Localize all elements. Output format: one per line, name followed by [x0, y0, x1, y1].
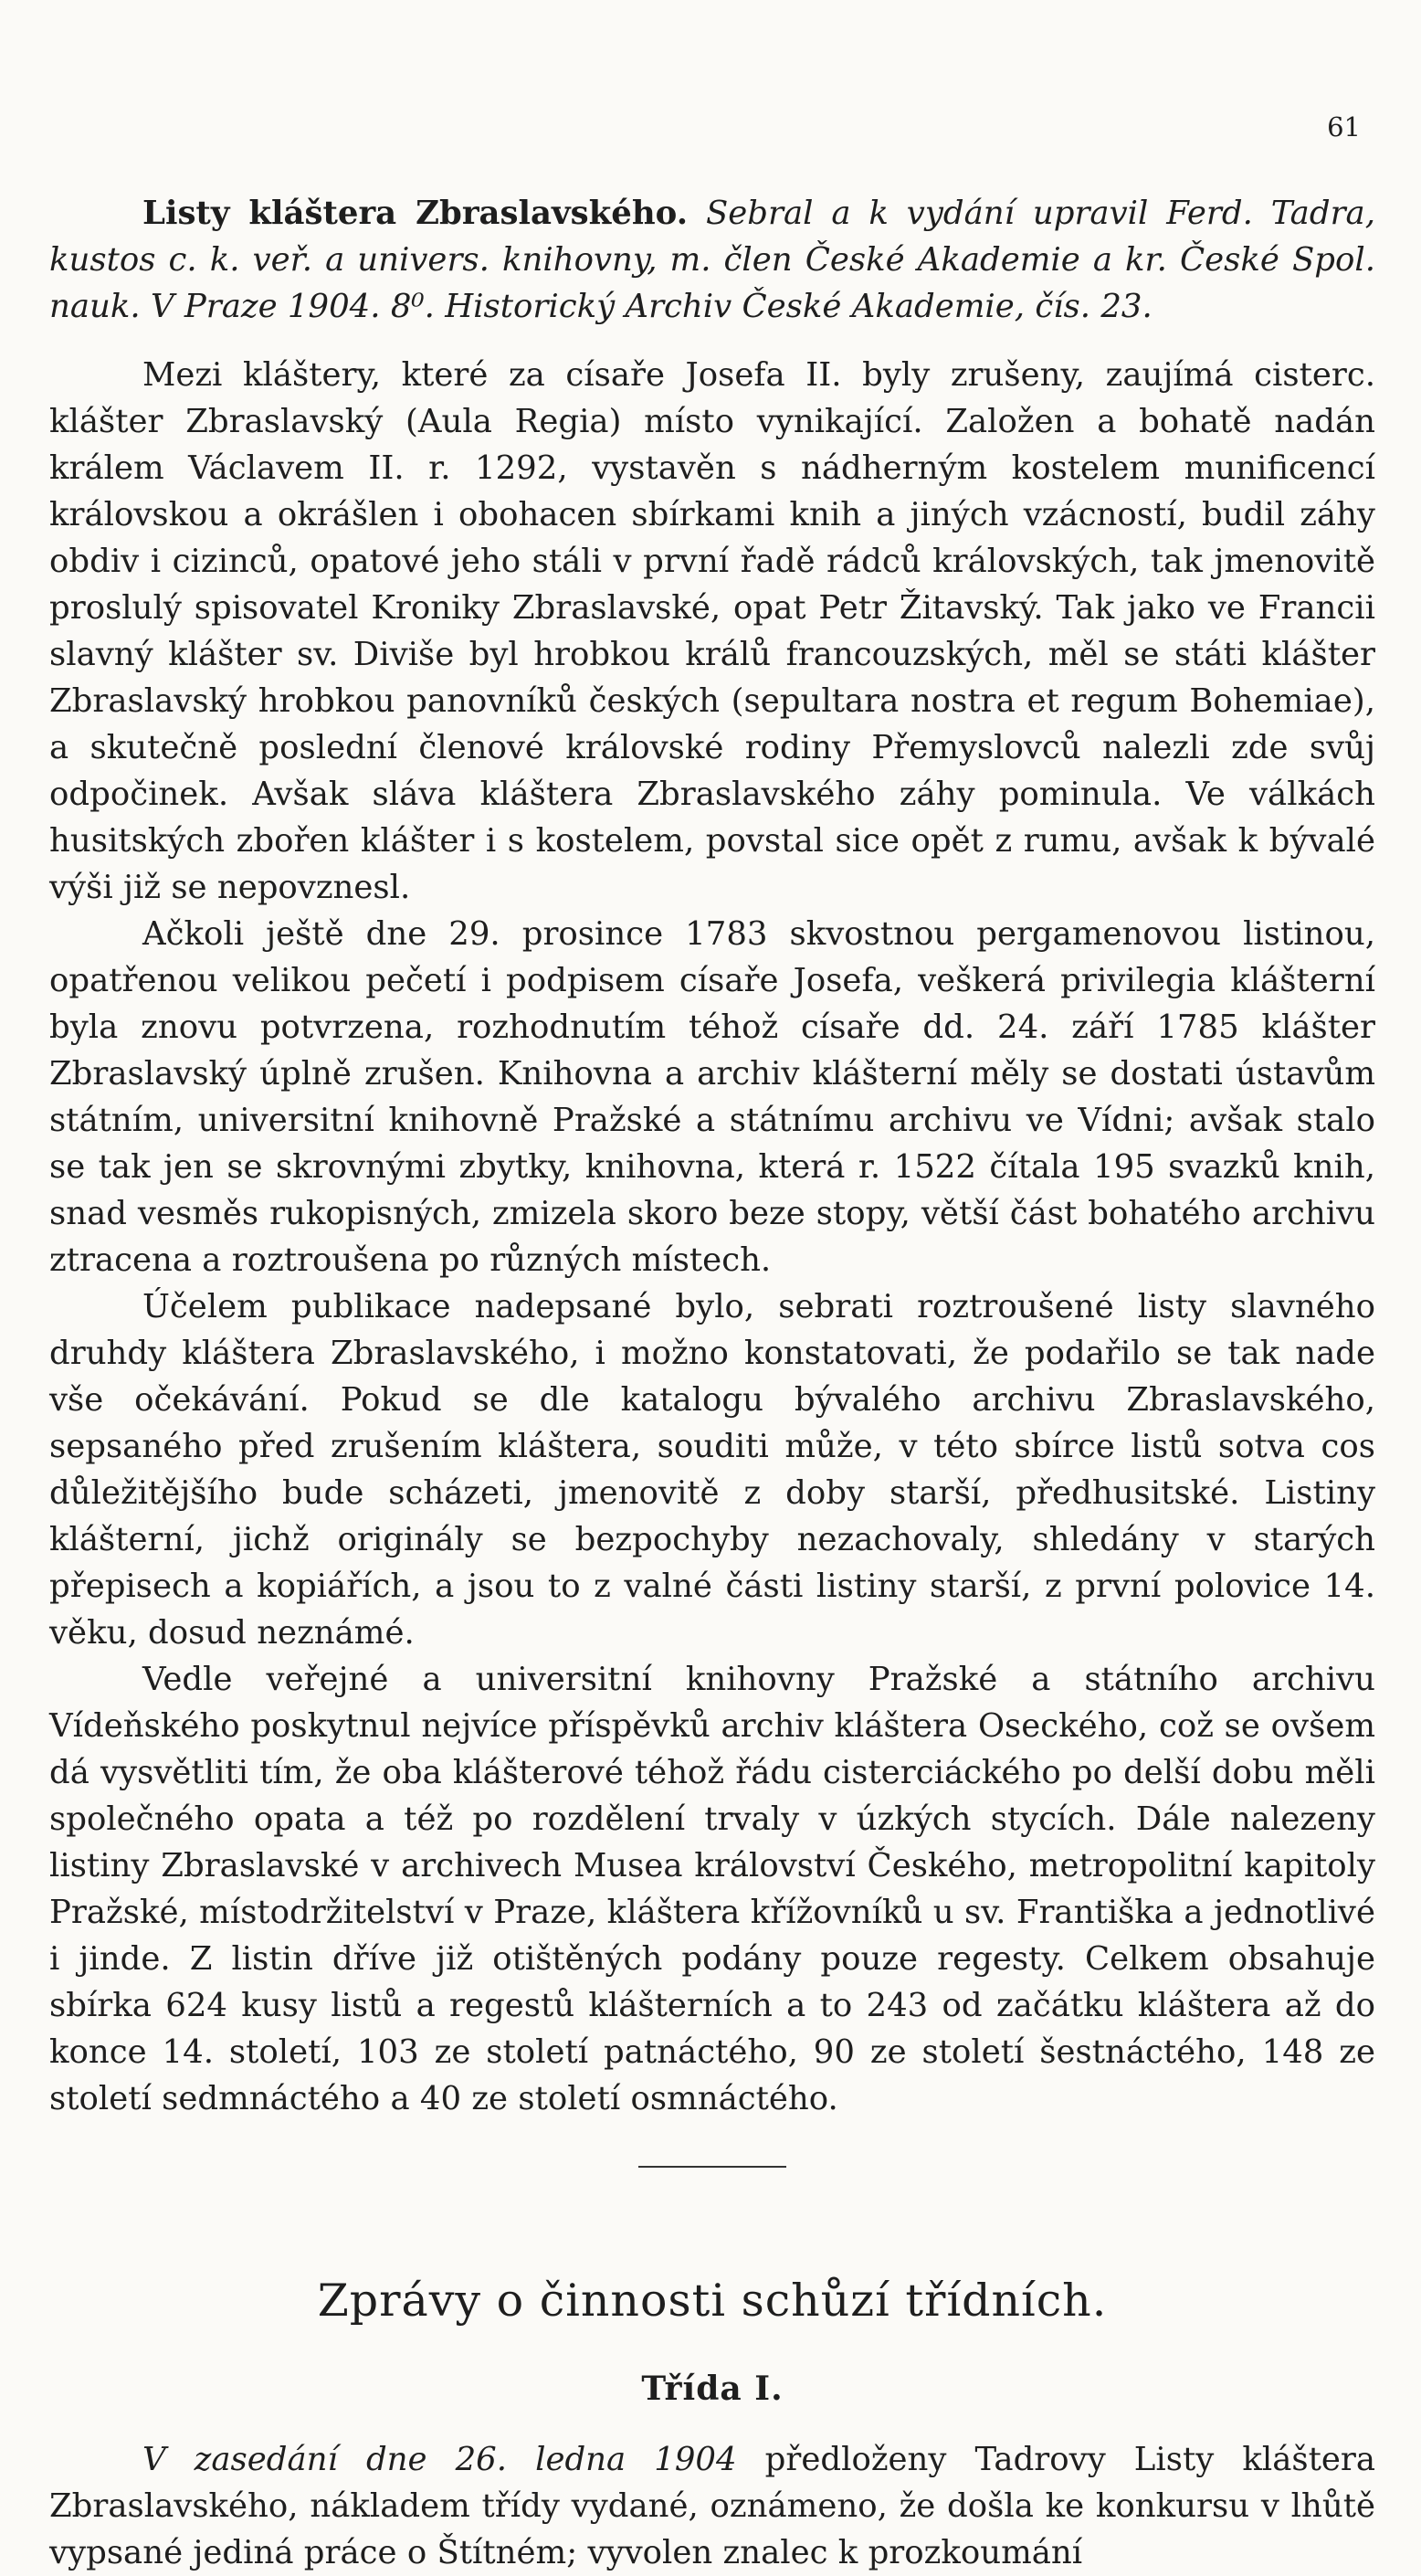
- session-paragraph: [49, 2436, 1375, 2576]
- book-title: Listy kláštera Zbraslavského.: [142, 195, 689, 232]
- book-subtitle: Sebral a k vydání upravil Ferd. Tadra, kustos c. k. veř. a univers. knihovny, m. člen České Akademie a kr. České Spol. nauk. V Praze 1904. 8⁰. Historický Archiv České Akademie, čís. 23.: [49, 195, 1375, 325]
- divider: [638, 2166, 786, 2168]
- paragraph: Účelem publikace nadepsané bylo, sebrati roztroušené listy slavného druhdy kláštera Zbraslavského, i možno konstatovati, že podařilo se tak nade vše očekávání. Pokud se dle katalogu bývalého archivu Zbraslavského, sepsaného před zrušením kláštera, souditi může, v této sbírce listů sotva cos důležitějšího bude scházeti, jmenovitě z doby starší, předhusitské. Listiny klášterní, jichž originály se bezpochyby nezachovaly, shledány v starých přepisech a kopiářích, a jsou to z valné části listiny starší, z první polovice 14. věku, dosud neznámé.: [49, 1288, 1375, 1652]
- class-heading: Třída I.: [641, 2370, 784, 2408]
- section-heading: Zprávy o činnosti schůzí třídních.: [317, 2275, 1108, 2327]
- bibliography-entry: [49, 190, 1375, 330]
- session-date: V zasedání dne 26. ledna 1904: [142, 2441, 737, 2478]
- session-text: předloženy Tadrovy Listy kláštera Zbraslavského, nákladem třídy vydané, oznámeno, že došla ke konkursu v lhůtě vypsané jediná práce o Štítném; vyvolen znalec k prozkoumání: [49, 2441, 1375, 2571]
- page-content: [49, 190, 1375, 2576]
- paragraph: Vedle veřejné a universitní knihovny Pražské a státního archivu Vídeňského poskytnul nejvíce příspěvků archiv kláštera Oseckého, což se ovšem dá vysvětliti tím, že oba klášterové téhož řádu cisterciáckého po delší dobu měli společného opata a též po rozdělení trvaly v úzkých stycích. Dále nalezeny listiny Zbraslavské v archivech Musea království Českého, metropolitní kapitoly Pražské, místodržitelství v Praze, kláštera křížovníků u sv. Františka a jednotlivé i jinde. Z listin dříve již otištěných podány pouze regesty. Celkem obsahuje sbírka 624 kusy listů a regestů klášterních a to 243 od začátku kláštera až do konce 14. století, 103 ze století patnáctého, 90 ze století šestnáctého, 148 ze století sedmnáctého a 40 ze století osmnáctého.: [49, 1661, 1375, 2117]
- paragraph: Mezi kláštery, které za císaře Josefa II. byly zrušeny, zaujímá cisterc. klášter Zbraslavský (Aula Regia) místo vynikající. Založen a bohatě nadán králem Václavem II. r. 1292, vystavěn s nádherným kostelem munificencí královskou a okrášlen i obohacen sbírkami knih a jiných vzácností, budil záhy obdiv i cizinců, opatové jeho stáli v první řadě rádců královských, tak jmenovitě proslulý spisovatel Kroniky Zbraslavské, opat Petr Žitavský. Tak jako ve Francii slavný klášter sv. Diviše byl hrobkou králů francouzských, měl se státi klášter Zbraslavský hrobkou panovníků českých (sepultara nostra et regum Bohemiae), a skutečně poslední členové královské rodiny Přemyslovců nalezli zde svůj odpočinek. Avšak sláva kláštera Zbraslavského záhy pominula. Ve válkách husitských zbořen klášter i s kostelem, povstal sice opět z rumu, avšak k bývalé výši již se nepovznesl.: [49, 356, 1375, 906]
- paragraph: Ačkoli ještě dne 29. prosince 1783 skvostnou pergamenovou listinou, opatřenou velikou pečetí i podpisem císaře Josefa, veškerá privilegia klášterní byla znovu potvrzena, rozhodnutím téhož císaře dd. 24. září 1785 klášter Zbraslavský úplně zrušen. Knihovna a archiv klášterní měly se dostati ústavům státním, universitní knihovně Pražské a státnímu archivu ve Vídni; avšak stalo se tak jen se skrovnými zbytky, knihovna, která r. 1522 čítala 195 svazků knih, snad vesměs rukopisných, zmizela skoro beze stopy, větší část bohatého archivu ztracena a roztroušena po různých místech.: [49, 915, 1375, 1279]
- page-number: 61: [1327, 111, 1361, 143]
